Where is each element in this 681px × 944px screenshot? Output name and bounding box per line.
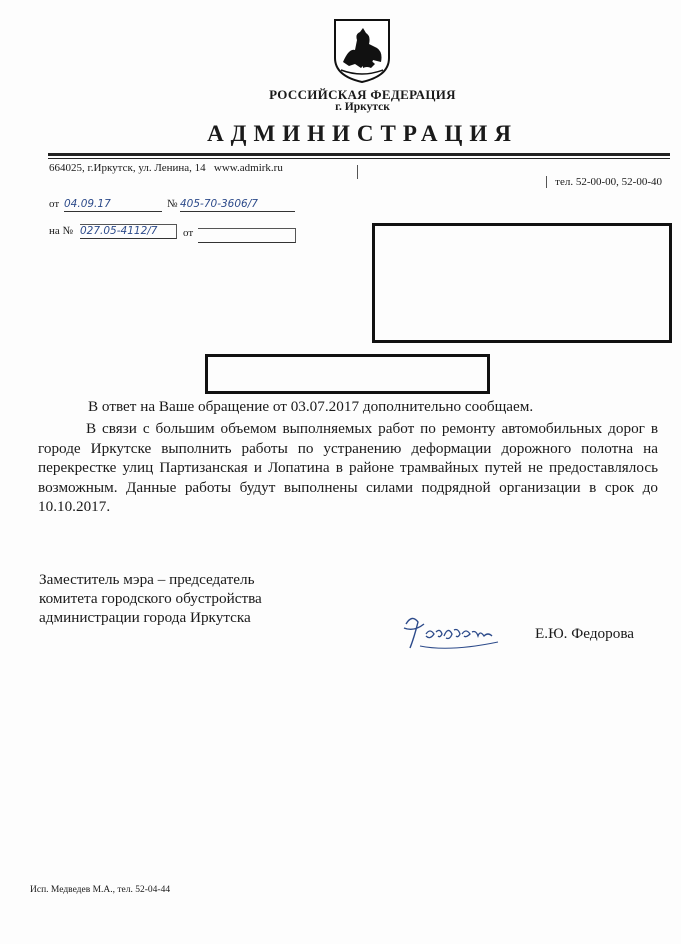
position-line-2: комитета городского обустройства — [39, 590, 262, 607]
signer-name: Е.Ю. Федорова — [535, 625, 635, 642]
redacted-salutation-box — [205, 354, 490, 394]
postal-address: 664025, г.Иркутск, ул. Ленина, 14 — [49, 162, 206, 174]
contact-separator — [357, 165, 358, 179]
reference-date-field — [198, 228, 296, 243]
phone-numbers: тел. 52-00-00, 52-00-40 — [546, 176, 662, 188]
reference-number-field: 027.05-4112/7 — [80, 224, 177, 239]
position-line-1: Заместитель мэра – председатель — [39, 571, 255, 588]
country-name: РОССИЙСКАЯ ФЕДЕРАЦИЯ — [269, 87, 456, 102]
header-divider — [48, 153, 670, 156]
outgoing-date-field: 04.09.17 — [64, 198, 162, 212]
header-divider-thin — [48, 158, 670, 159]
contact-line — [49, 162, 283, 174]
number-label: № — [167, 198, 178, 210]
body-paragraph-2: В связи с большим объемом выполняемых работ по ремонту автомобильных дорог в городе Иркутске выполнить работы по устранению деформации дорожного полотна на перекрестке улиц Партизанская и Лопатина в районе трамвайных путей не предоставлялось возможным. Данные работы будут выполнены силами подрядной организации в срок до 10.10.2017. — [38, 420, 658, 516]
city-emblem-icon — [333, 18, 391, 84]
signatory-position — [39, 570, 339, 627]
reference-label: на № — [49, 225, 74, 237]
reference-date-label: от — [183, 227, 194, 239]
handwritten-signature — [400, 608, 505, 658]
document-title: АДМИНИСТРАЦИЯ — [207, 121, 518, 146]
city-name: г. Иркутск — [335, 101, 390, 113]
position-line-3: администрации города Иркутска — [39, 609, 251, 626]
executor-info: Исп. Медведев М.А., тел. 52-04-44 — [30, 885, 171, 895]
website-link[interactable]: www.admirk.ru — [213, 162, 283, 174]
outgoing-number-field: 405-70-3606/7 — [180, 198, 295, 212]
body-paragraph-1: В ответ на Ваше обращение от 03.07.2017 дополнительно сообщаем. — [88, 398, 534, 415]
redacted-addressee-box — [372, 223, 672, 343]
date-label: от — [49, 198, 60, 210]
